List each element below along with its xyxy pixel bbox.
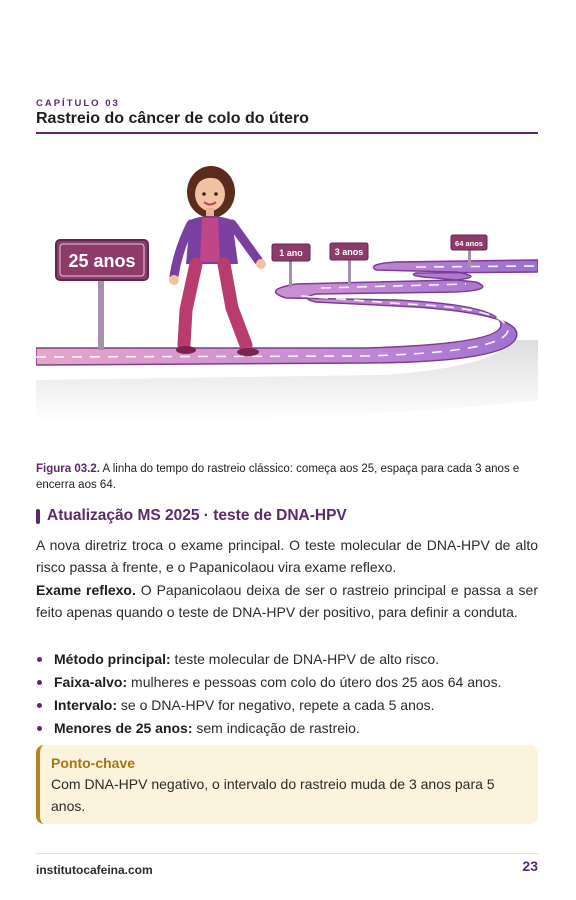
- sign-post-3: [348, 258, 351, 286]
- list-item: [36, 694, 538, 717]
- list-item: [36, 717, 538, 740]
- list-item-text: mulheres e pessoas com colo do útero dos 25 aos 64 anos.: [127, 674, 502, 690]
- section-heading-text: Atualização MS 2025 · teste de DNA-HPV: [47, 507, 347, 524]
- key-point-callout: [36, 745, 538, 824]
- chapter-title: Rastreio do câncer de colo do útero: [36, 110, 309, 127]
- section-heading: [36, 507, 347, 525]
- sign-post-1: [289, 258, 292, 288]
- paragraph-intro: A nova diretriz troca o exame principal. O teste molecular de DNA-HPV de alto risco passa à frente, e o Papanicolaou vira exame reflexo.: [36, 537, 538, 575]
- paragraph-reflex-lead: Exame reflexo.: [36, 582, 136, 598]
- page-number: 23: [522, 858, 538, 874]
- callout-body: Com DNA-HPV negativo, o intervalo do rastreio muda de 3 anos para 5 anos.: [51, 776, 495, 814]
- page: [36, 0, 538, 900]
- list-item-text: teste molecular de DNA-HPV de alto risco.: [170, 651, 440, 667]
- chapter-label: CAPÍTULO 03: [36, 98, 120, 109]
- list-item-key: Intervalo:: [54, 697, 118, 713]
- sign-post-25: [98, 280, 104, 350]
- figure-caption: [36, 461, 538, 493]
- list-item-text: sem indicação de rastreio.: [192, 720, 360, 736]
- callout-title: Ponto-chave: [51, 755, 136, 771]
- footer-site: institutocafeina.com: [36, 863, 153, 877]
- timeline-illustration: [36, 160, 538, 435]
- list-item-key: Faixa-alvo:: [54, 674, 128, 690]
- list-item-key: Método principal:: [54, 651, 171, 667]
- footer-rule: [36, 853, 538, 854]
- sign-64-label: 64 anos: [455, 239, 483, 248]
- paragraph-reflex-text: O Papanicolaou deixa de ser o rastreio principal e passa a ser feito apenas quando o teste de DNA-HPV der positivo, para definir a conduta.: [36, 582, 538, 620]
- heading-bar: [36, 509, 40, 524]
- caption-text: A linha do tempo do rastreio clássico: começa aos 25, espaça para cada 3 anos e encerra aos 64.: [36, 463, 520, 491]
- list-item-key: Menores de 25 anos:: [54, 720, 193, 736]
- sign-1-label: 1 ano: [279, 248, 303, 258]
- list-item-text: se o DNA-HPV for negativo, repete a cada 5 anos.: [117, 697, 435, 713]
- sign-3-label: 3 anos: [334, 247, 364, 257]
- paragraph-reflex: [36, 579, 538, 623]
- key-points-list: [36, 648, 538, 740]
- sign-25-label: 25 anos: [68, 251, 136, 271]
- caption-label: Figura 03.2.: [36, 463, 100, 475]
- list-item: [36, 648, 538, 671]
- walking-woman: [169, 166, 266, 356]
- header-rule: [36, 132, 538, 134]
- list-item: [36, 671, 538, 694]
